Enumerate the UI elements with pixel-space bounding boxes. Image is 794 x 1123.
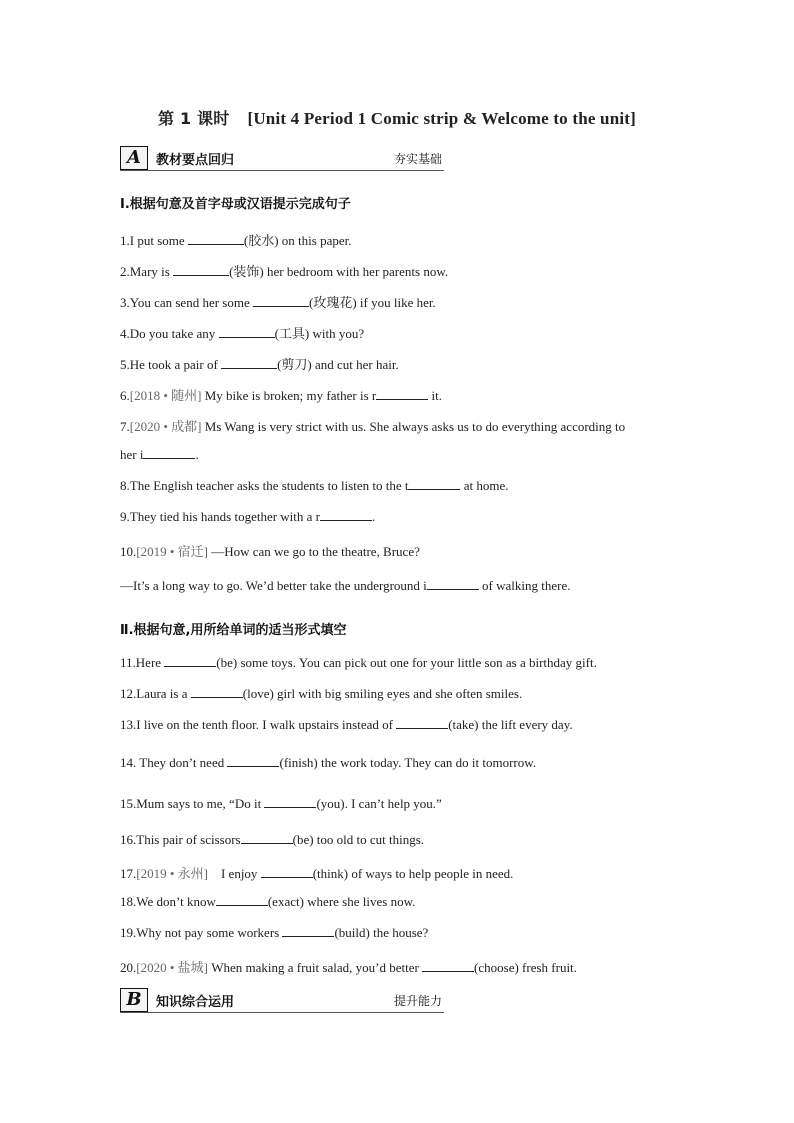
answer-blank[interactable] [282, 925, 334, 937]
answer-blank[interactable] [227, 755, 279, 767]
part1-heading: Ⅰ.根据句意及首字母或汉语提示完成句子 [120, 197, 351, 212]
question-10-continued: —It’s a long way to go. We’d better take the underground i of walking there. [120, 578, 571, 593]
source-tag: [2019 • 永州] [136, 866, 208, 881]
question-20: 20.[2020 • 盐城] When making a fruit salad, you’d better (choose) fresh fruit. [120, 960, 577, 975]
page-title [0, 106, 794, 129]
question-15: 15.Mum says to me, “Do it (you). I can’t help you.” [120, 796, 442, 811]
answer-blank[interactable] [164, 655, 216, 667]
section-b-tag: 提升能力 [393, 994, 442, 1008]
answer-blank[interactable] [173, 264, 229, 276]
question-14: 14. They don’t need (finish) the work today. They can do it tomorrow. [120, 755, 537, 770]
question-5: 5.He took a pair of (剪刀) and cut her hair. [120, 357, 399, 372]
answer-blank[interactable] [320, 509, 372, 521]
lesson-label: 第 1 课时 [157, 109, 230, 128]
section-a-badge: A [120, 146, 148, 170]
section-b-header [120, 988, 444, 1013]
question-13: 13.I live on the tenth floor. I walk upstairs instead of (take) the lift every day. [120, 717, 573, 732]
source-tag: [2020 • 成都] [129, 419, 202, 434]
question-18: 18.We don’t know (exact) where she lives now. [120, 894, 416, 909]
question-7: 7.[2020 • 成都] Ms Wang is very strict with us. She always asks us to do everything according to [120, 419, 626, 434]
question-17: 17.[2019 • 永州] I enjoy (think) of ways to help people in need. [120, 866, 514, 881]
question-8: 8.The English teacher asks the students to listen to the t at home. [120, 478, 509, 493]
answer-blank[interactable] [261, 866, 313, 878]
question-11: 11.Here (be) some toys. You can pick out one for your little son as a birthday gift. [120, 655, 597, 670]
section-a-title: 教材要点回归 [156, 153, 235, 168]
answer-blank[interactable] [427, 578, 479, 590]
question-6: 6.[2018 • 随州] My bike is broken; my father is r it. [120, 388, 442, 403]
section-a-header [120, 146, 444, 171]
answer-blank[interactable] [219, 326, 275, 338]
answer-blank[interactable] [143, 447, 195, 459]
lesson-title: [Unit 4 Period 1 Comic strip & Welcome to the unit] [247, 109, 637, 128]
question-2: 2.Mary is (装饰) her bedroom with her parents now. [120, 264, 449, 279]
question-10: 10.[2019 • 宿迁] —How can we go to the theatre, Bruce? [120, 544, 420, 559]
answer-blank[interactable] [221, 357, 277, 369]
question-16: 16.This pair of scissors (be) too old to cut things. [120, 832, 425, 847]
answer-blank[interactable] [264, 796, 316, 808]
answer-blank[interactable] [188, 233, 244, 245]
question-1: 1.I put some (胶水) on this paper. [120, 233, 352, 248]
answer-blank[interactable] [241, 832, 293, 844]
question-4: 4.Do you take any (工具) with you? [120, 326, 365, 341]
section-a-tag: 夯实基础 [393, 152, 442, 166]
question-9: 9.They tied his hands together with a r . [120, 509, 376, 524]
answer-blank[interactable] [396, 717, 448, 729]
answer-blank[interactable] [376, 388, 428, 400]
source-tag: [2019 • 宿迁] [136, 544, 208, 559]
question-7-continued: her i . [120, 447, 199, 462]
section-b-badge: B [120, 988, 148, 1012]
source-tag: [2020 • 盐城] [136, 960, 208, 975]
section-b-title: 知识综合运用 [156, 995, 235, 1010]
answer-blank[interactable] [253, 295, 309, 307]
answer-blank[interactable] [408, 478, 460, 490]
answer-blank[interactable] [216, 894, 268, 906]
answer-blank[interactable] [191, 686, 243, 698]
answer-blank[interactable] [422, 960, 474, 972]
question-3: 3.You can send her some (玫瑰花) if you like her. [120, 295, 436, 310]
part2-heading: Ⅱ.根据句意,用所给单词的适当形式填空 [120, 623, 347, 638]
source-tag: [2018 • 随州] [129, 388, 202, 403]
question-12: 12.Laura is a (love) girl with big smiling eyes and she often smiles. [120, 686, 523, 701]
question-19: 19.Why not pay some workers (build) the house? [120, 925, 429, 940]
